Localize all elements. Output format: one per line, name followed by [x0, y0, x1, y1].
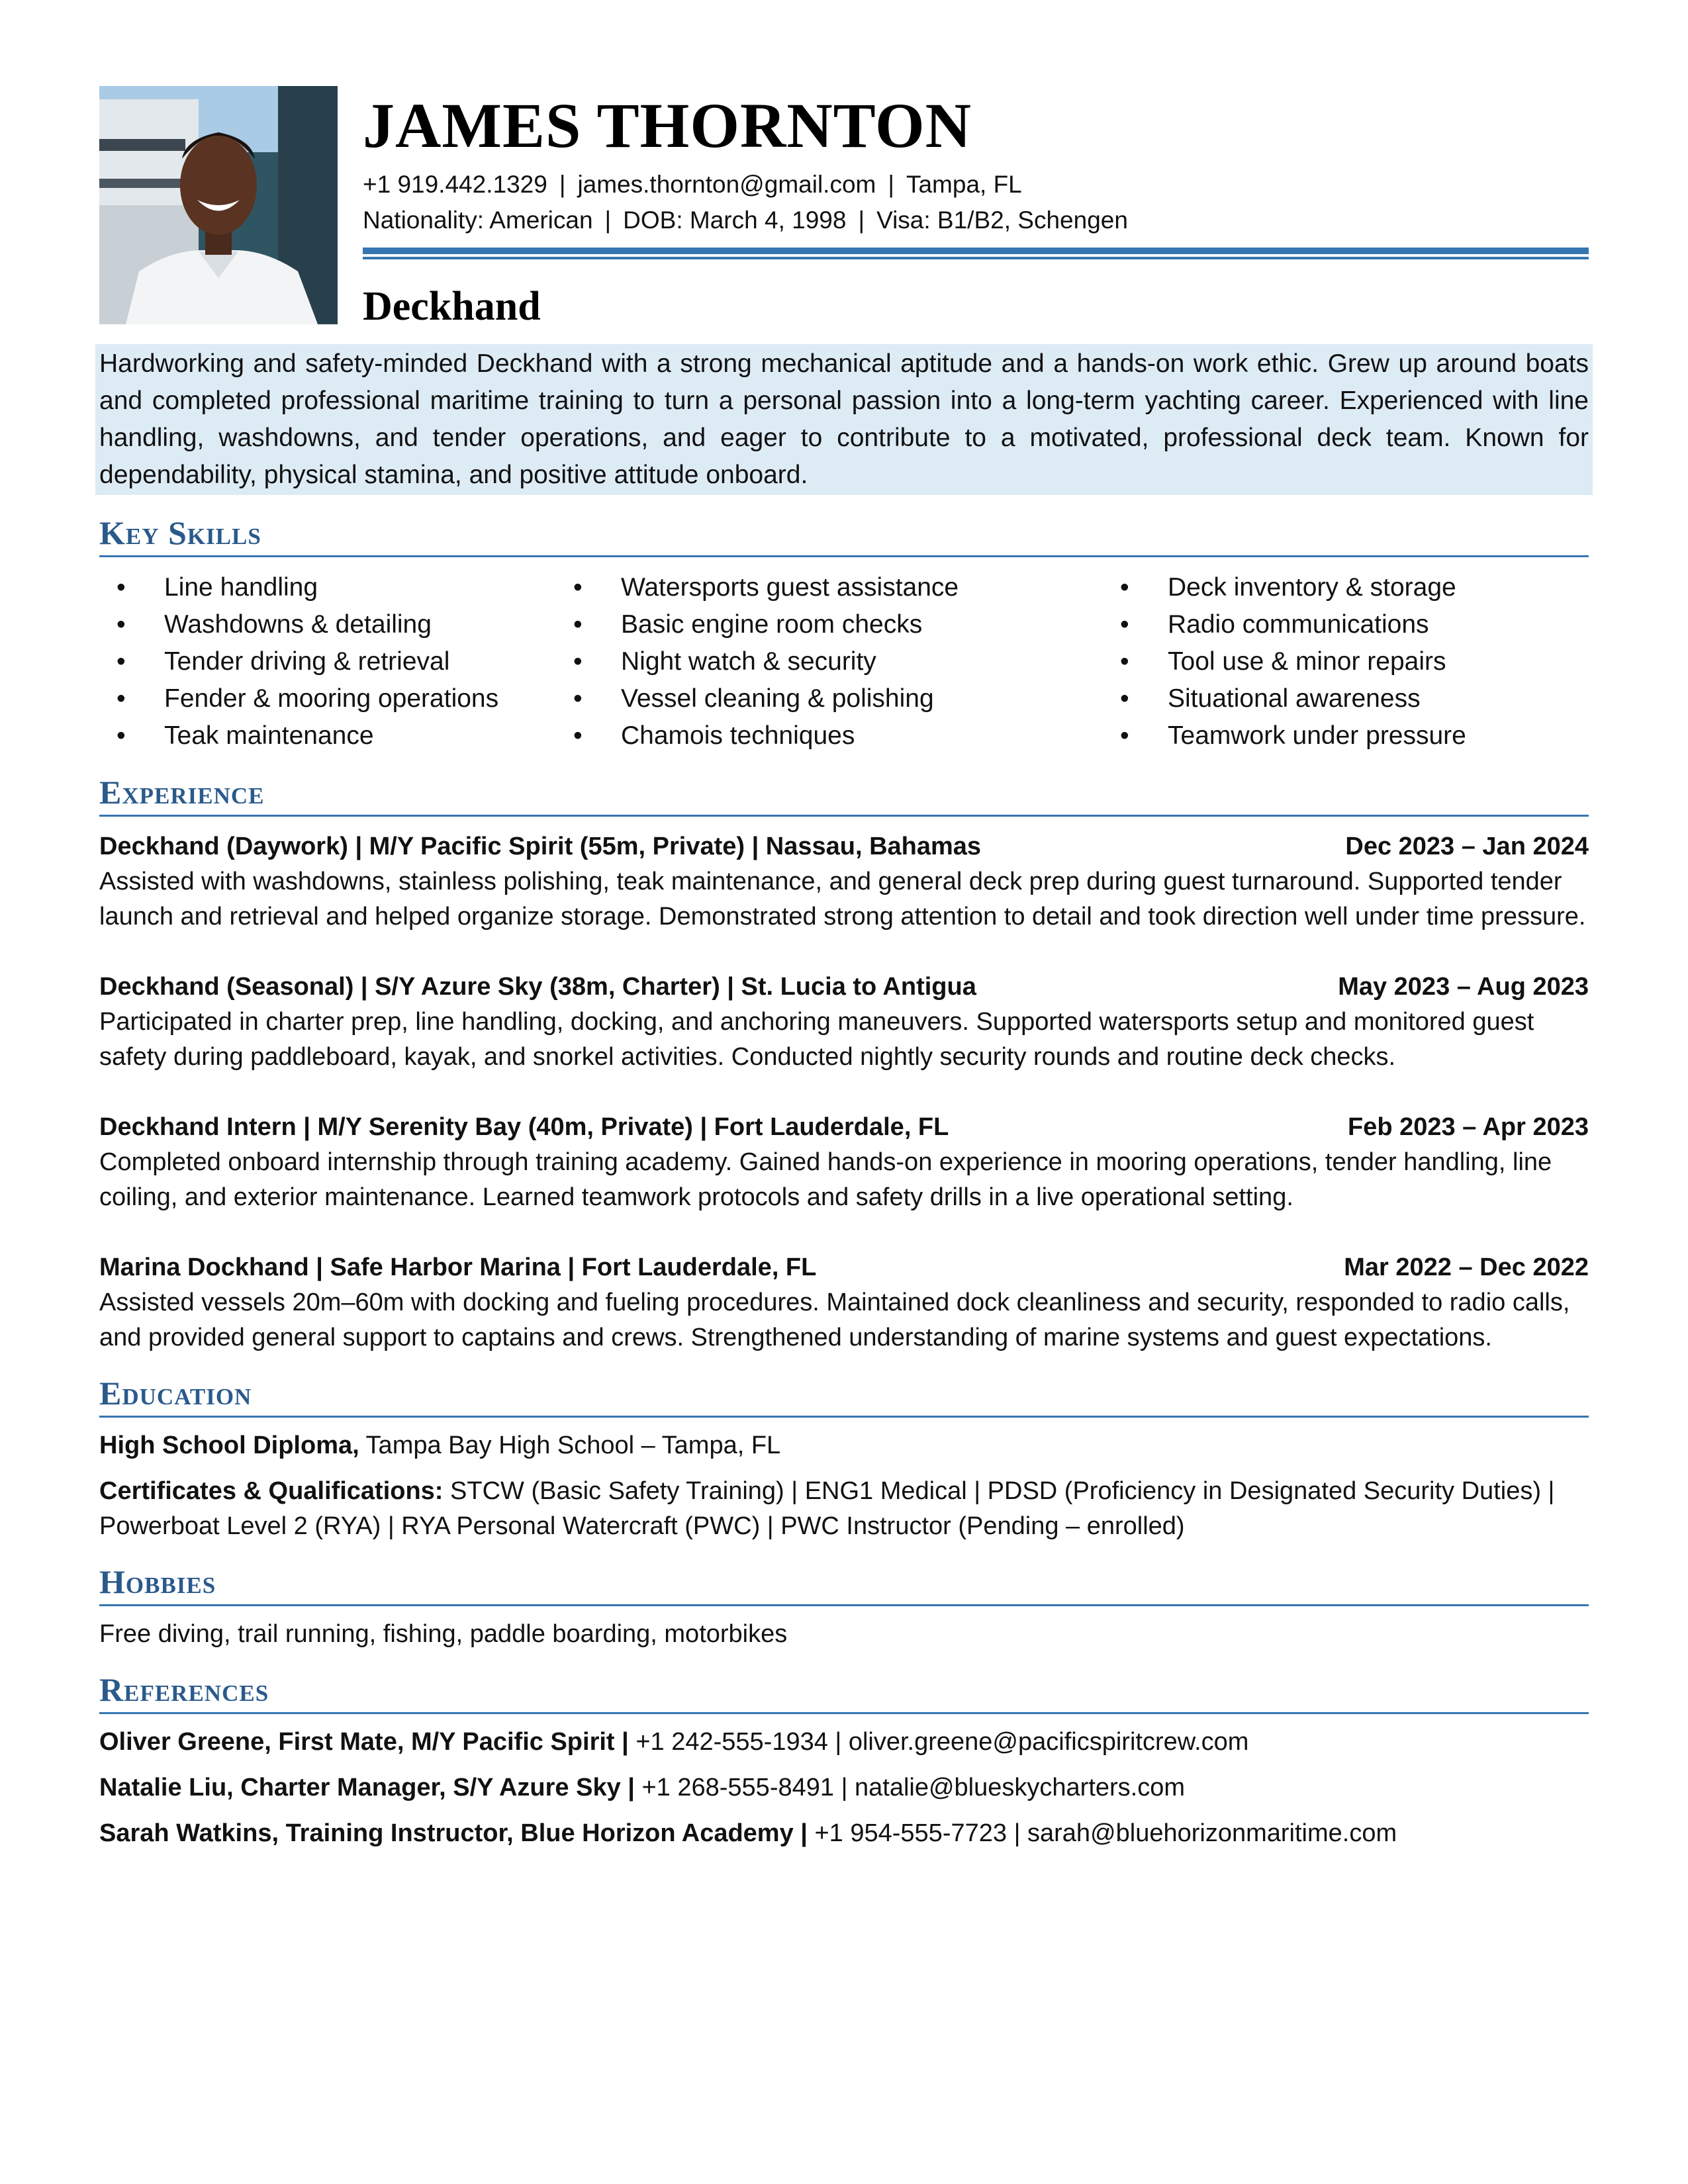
skills-column-3: [1103, 569, 1589, 754]
section-heading-key-skills: Key Skills: [99, 514, 261, 551]
skill-label: Tool use & minor repairs: [1168, 647, 1446, 676]
phone-number[interactable]: +1 919.442.1329: [363, 171, 547, 198]
experience-dates: May 2023 – Aug 2023: [1338, 973, 1589, 1001]
location: Tampa, FL: [906, 171, 1022, 198]
experience-entry: [99, 969, 1589, 1075]
skill-label: Washdowns & detailing: [164, 610, 432, 639]
separator: |: [888, 171, 894, 198]
reference-name: Natalie Liu, Charter Manager, S/Y Azure Sky |: [99, 1774, 635, 1801]
profile-photo-illustration: [99, 86, 338, 324]
skill-item: [99, 717, 556, 754]
resume-header: [99, 86, 1589, 329]
skill-item: [99, 680, 556, 717]
skill-item: [1103, 717, 1589, 754]
reference-contact[interactable]: +1 242-555-1934 | oliver.greene@pacificspiritcrew.com: [628, 1728, 1249, 1756]
bullet-icon: •: [573, 573, 583, 602]
experience-title: Marina Dockhand | Safe Harbor Marina | Fort Lauderdale, FL: [99, 1253, 817, 1281]
header-text: [363, 86, 1589, 327]
skill-label: Teamwork under pressure: [1168, 721, 1466, 750]
skill-label: Night watch & security: [621, 647, 876, 676]
skill-label: Chamois techniques: [621, 721, 855, 750]
separator: |: [858, 206, 865, 234]
section-divider: [99, 1416, 1589, 1418]
hobbies-text: Free diving, trail running, fishing, paddle boarding, motorbikes: [99, 1620, 788, 1648]
bullet-icon: •: [117, 610, 126, 639]
experience-header: [99, 1109, 1589, 1145]
section-heading-experience: Experience: [99, 774, 265, 811]
experience-title: Deckhand Intern | M/Y Serenity Bay (40m, Private) | Fort Lauderdale, FL: [99, 1113, 949, 1141]
bullet-icon: •: [573, 721, 583, 750]
skill-item: [1103, 643, 1589, 680]
bullet-icon: •: [1120, 647, 1129, 676]
date-of-birth: DOB: March 4, 1998: [623, 206, 847, 234]
skill-label: Deck inventory & storage: [1168, 573, 1456, 602]
bullet-icon: •: [1120, 684, 1129, 713]
section-divider: [99, 1604, 1589, 1606]
bullet-icon: •: [1120, 610, 1129, 639]
experience-dates: Feb 2023 – Apr 2023: [1347, 1113, 1589, 1141]
skill-item: [556, 717, 1103, 754]
bullet-icon: •: [573, 647, 583, 676]
certificates-detail: STCW (Basic Safety Training) | ENG1 Medical | PDSD (Proficiency in Designated Security Duties) | Powerboat Level 2 (RYA) | RYA Personal Watercraft (PWC) | PWC Instructor (Pending – enrolled): [99, 1477, 1555, 1540]
job-title: Deckhand: [363, 284, 541, 329]
section-divider: [99, 555, 1589, 557]
nationality: Nationality: American: [363, 206, 593, 234]
bullet-icon: •: [117, 684, 126, 713]
experience-description: Assisted with washdowns, stainless polishing, teak maintenance, and general deck prep during guest turnaround. Supported tender launch and retrieval and helped organize storage. Demonstrated strong attention to detail and took direction well under time pressure.: [99, 868, 1586, 931]
skill-item: [556, 680, 1103, 717]
skill-item: [1103, 606, 1589, 643]
certificates-label: Certificates & Qualifications:: [99, 1477, 444, 1505]
education-diploma: [99, 1428, 1589, 1463]
experience-header: [99, 829, 1589, 864]
experience-dates: Dec 2023 – Jan 2024: [1345, 833, 1589, 860]
experience-description: Completed onboard internship through training academy. Gained hands-on experience in mooring operations, tender handling, line coiling, and exterior maintenance. Learned teamwork protocols and safety drills in a live operational setting.: [99, 1148, 1552, 1211]
skill-item: [99, 606, 556, 643]
skill-label: Basic engine room checks: [621, 610, 923, 639]
diploma-detail: Tampa Bay High School – Tampa, FL: [359, 1432, 781, 1459]
section-divider: [99, 815, 1589, 817]
section-divider: [99, 1712, 1589, 1714]
experience-header: [99, 969, 1589, 1005]
skill-item: [556, 643, 1103, 680]
skill-label: Watersports guest assistance: [621, 573, 959, 602]
skill-label: Situational awareness: [1168, 684, 1421, 713]
bullet-icon: •: [117, 721, 126, 750]
contact-line: [363, 167, 1589, 203]
header-divider-thick: [363, 248, 1589, 254]
experience-description: Participated in charter prep, line handling, docking, and anchoring maneuvers. Supported watersports setup and monitored guest safety during paddleboard, kayak, and snorkel activities. Conducted nightly security rounds and routine deck checks.: [99, 1008, 1534, 1071]
separator: |: [604, 206, 612, 234]
skill-item: [99, 569, 556, 606]
summary-text: Hardworking and safety-minded Deckhand with a strong mechanical aptitude and a hands-on work ethic. Grew up around boats and completed professional maritime training to turn a personal passion into a long-term yachting career. Experienced with line handling, washdowns, and tender operations, and eager to contribute to a motivated, professional deck team. Known for dependability, physical stamina, and positive attitude onboard.: [99, 349, 1589, 489]
reference-entry: [99, 1725, 1589, 1760]
candidate-name: JAMES THORNTON: [363, 90, 972, 161]
skills-list: [99, 569, 1589, 754]
resume-page: [99, 86, 1589, 1851]
reference-entry: [99, 1816, 1589, 1851]
experience-header: [99, 1250, 1589, 1285]
professional-summary: [95, 344, 1593, 495]
skill-label: Tender driving & retrieval: [164, 647, 450, 676]
bullet-icon: •: [1120, 721, 1129, 750]
experience-entry: [99, 829, 1589, 934]
skill-label: Vessel cleaning & polishing: [621, 684, 934, 713]
skill-label: Fender & mooring operations: [164, 684, 499, 713]
skill-item: [556, 569, 1103, 606]
separator: |: [559, 171, 566, 198]
skill-item: [99, 643, 556, 680]
skill-label: Radio communications: [1168, 610, 1429, 639]
experience-dates: Mar 2022 – Dec 2022: [1344, 1253, 1589, 1281]
experience-entry: [99, 1250, 1589, 1355]
bullet-icon: •: [1120, 573, 1129, 602]
bullet-icon: •: [117, 573, 126, 602]
bullet-icon: •: [573, 610, 583, 639]
skills-column-1: [99, 569, 556, 754]
certificates: [99, 1474, 1589, 1544]
reference-name: Sarah Watkins, Training Instructor, Blue Horizon Academy |: [99, 1819, 808, 1847]
experience-title: Deckhand (Daywork) | M/Y Pacific Spirit (55m, Private) | Nassau, Bahamas: [99, 833, 982, 860]
skill-label: Line handling: [164, 573, 318, 602]
skill-item: [1103, 680, 1589, 717]
diploma-label: High School Diploma,: [99, 1432, 359, 1459]
profile-photo: [99, 86, 338, 324]
reference-name: Oliver Greene, First Mate, M/Y Pacific Spirit |: [99, 1728, 629, 1756]
experience-description: Assisted vessels 20m–60m with docking and fueling procedures. Maintained dock cleanliness and security, responded to radio calls, and provided general support to captains and crews. Strengthened understanding of marine systems and guest expectations.: [99, 1289, 1570, 1351]
bullet-icon: •: [573, 684, 583, 713]
skill-label: Teak maintenance: [164, 721, 374, 750]
section-heading-references: References: [99, 1671, 269, 1708]
section-heading-education: Education: [99, 1375, 252, 1412]
reference-contact[interactable]: +1 954-555-7723 | sarah@bluehorizonmaritime.com: [807, 1819, 1397, 1847]
experience-title: Deckhand (Seasonal) | S/Y Azure Sky (38m, Charter) | St. Lucia to Antigua: [99, 973, 976, 1001]
experience-entry: [99, 1109, 1589, 1215]
personal-details-line: [363, 203, 1589, 238]
section-heading-hobbies: Hobbies: [99, 1563, 216, 1600]
reference-contact[interactable]: +1 268-555-8491 | natalie@blueskycharters.com: [634, 1774, 1186, 1801]
header-divider-thin: [363, 257, 1589, 259]
reference-entry: [99, 1770, 1589, 1805]
visa: Visa: B1/B2, Schengen: [876, 206, 1128, 234]
bullet-icon: •: [117, 647, 126, 676]
skills-column-2: [556, 569, 1103, 754]
email-link[interactable]: james.thornton@gmail.com: [577, 171, 876, 198]
skill-item: [1103, 569, 1589, 606]
skill-item: [556, 606, 1103, 643]
